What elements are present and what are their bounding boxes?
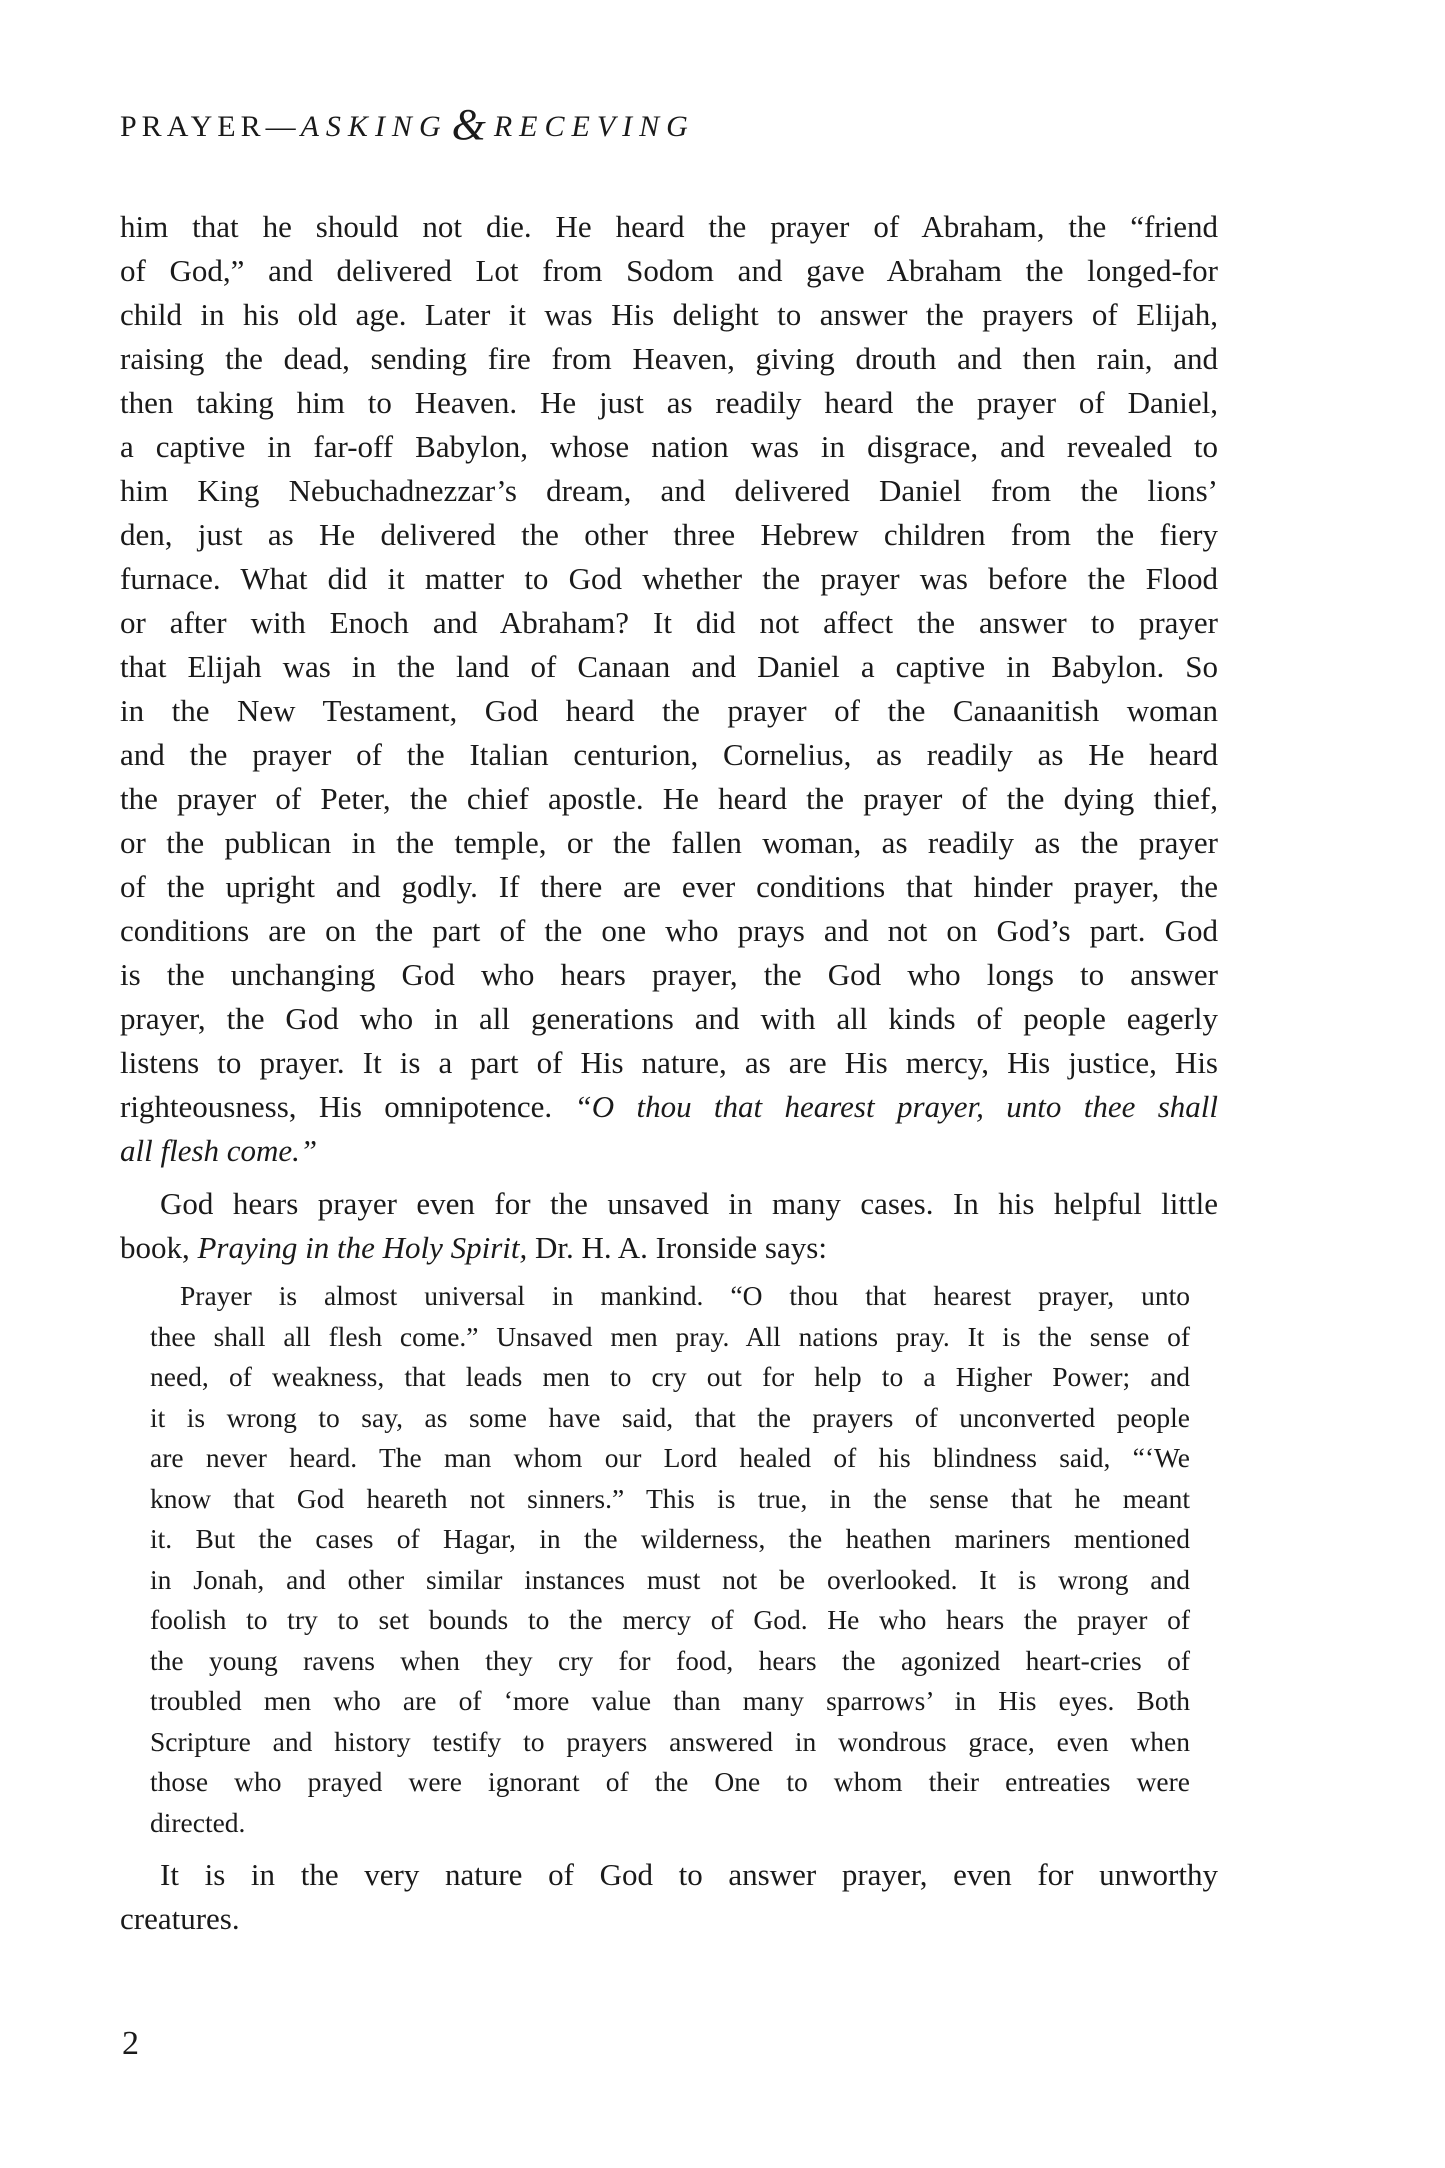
running-head-asking: ASKING (300, 110, 448, 143)
text-line: furnace. What did it matter to God whether the prayer was before the Flood (120, 561, 1218, 596)
quote-line: are never heard. The man whom our Lord healed of his blindness said, “‘We (150, 1442, 1190, 1473)
text-line: a captive in far-off Babylon, whose nation was in disgrace, and revealed to (120, 429, 1218, 464)
paragraph-2 (120, 1182, 1218, 1270)
text-line: God hears prayer even for the unsaved in many cases. In his helpful little (160, 1186, 1218, 1221)
text-line (120, 1085, 1218, 1129)
text-line (120, 1129, 1218, 1173)
quote-line: directed. (150, 1806, 246, 1838)
quote-line: Prayer is almost universal in mankind. “O thou that hearest prayer, unto (180, 1280, 1190, 1311)
running-head (120, 100, 695, 149)
text-line: in the New Testament, God heard the prayer of the Canaanitish woman (120, 693, 1218, 728)
text-line: of the upright and godly. If there are ever conditions that hinder prayer, the (120, 869, 1218, 904)
text-line: creatures. (120, 1901, 240, 1936)
text-roman: righteousness, His omnipotence. (120, 1089, 575, 1124)
running-head-receving: RECEVING (493, 110, 695, 143)
text-line: listens to prayer. It is a part of His nature, as are His mercy, His justice, His (120, 1045, 1218, 1080)
paragraph-1 (120, 205, 1218, 1173)
quote-line: need, of weakness, that leads men to cry out for help to a Higher Power; and (150, 1361, 1190, 1392)
quote-line: the young ravens when they cry for food, hears the agonized heart-cries of (150, 1644, 1190, 1676)
text-roman: Dr. H. A. Ironside says: (527, 1230, 827, 1265)
text-line: conditions are on the part of the one who prays and not on God’s part. God (120, 913, 1218, 948)
scripture-quote: “O thou that hearest prayer, unto thee shall (574, 1089, 1218, 1124)
block-quote (150, 1276, 1190, 1843)
paragraph-3 (120, 1853, 1218, 1941)
text-line: him that he should not die. He heard the prayer of Abraham, the “friend (120, 209, 1218, 244)
text-line: that Elijah was in the land of Canaan and Daniel a captive in Babylon. So (120, 649, 1218, 684)
text-line: or the publican in the temple, or the fallen woman, as readily as the prayer (120, 825, 1218, 860)
text-line: raising the dead, sending fire from Heaven, giving drouth and then rain, and (120, 341, 1218, 376)
text-line: then taking him to Heaven. He just as readily heard the prayer of Daniel, (120, 385, 1218, 420)
quote-line: know that God heareth not sinners.” This is true, in the sense that he meant (150, 1482, 1190, 1514)
quote-line: troubled men who are of ‘more value than many sparrows’ in His eyes. Both (150, 1685, 1190, 1716)
text-line: is the unchanging God who hears prayer, the God who longs to answer (120, 957, 1218, 992)
running-head-ampersand: & (451, 100, 488, 149)
text-line: him King Nebuchadnezzar’s dream, and delivered Daniel from the lions’ (120, 473, 1218, 508)
text-line (120, 1226, 1218, 1270)
text-roman: book, (120, 1230, 198, 1265)
text-line: the prayer of Peter, the chief apostle. He heard the prayer of the dying thief, (120, 781, 1218, 816)
text-line: of God,” and delivered Lot from Sodom and gave Abraham the longed-for (120, 253, 1218, 288)
quote-line: thee shall all flesh come.” Unsaved men pray. All nations pray. It is the sense of (150, 1320, 1190, 1352)
running-head-title: PRAYER— (120, 110, 301, 143)
text-line: prayer, the God who in all generations and with all kinds of people eagerly (120, 1001, 1218, 1036)
quote-line: it is wrong to say, as some have said, that the prayers of unconverted people (150, 1401, 1190, 1433)
page-number: 2 (122, 2025, 139, 2062)
quote-line: in Jonah, and other similar instances must not be overlooked. It is wrong and (150, 1563, 1190, 1595)
quote-line: foolish to try to set bounds to the mercy of God. He who hears the prayer of (150, 1604, 1190, 1635)
quote-line: Scripture and history testify to prayers answered in wondrous grace, even when (150, 1725, 1190, 1757)
text-line: den, just as He delivered the other three Hebrew children from the fiery (120, 517, 1218, 552)
quote-line: it. But the cases of Hagar, in the wilderness, the heathen mariners mentioned (150, 1523, 1190, 1554)
text-line: or after with Enoch and Abraham? It did not affect the answer to prayer (120, 605, 1218, 640)
scripture-quote-end: all flesh come.” (120, 1133, 318, 1168)
text-line: child in his old age. Later it was His delight to answer the prayers of Elijah, (120, 297, 1218, 332)
text-line: and the prayer of the Italian centurion, Cornelius, as readily as He heard (120, 737, 1218, 772)
quote-line: those who prayed were ignorant of the One to whom their entreaties were (150, 1766, 1190, 1797)
book-title: Praying in the Holy Spirit, (197, 1230, 528, 1265)
text-line: It is in the very nature of God to answer prayer, even for unworthy (160, 1857, 1218, 1892)
